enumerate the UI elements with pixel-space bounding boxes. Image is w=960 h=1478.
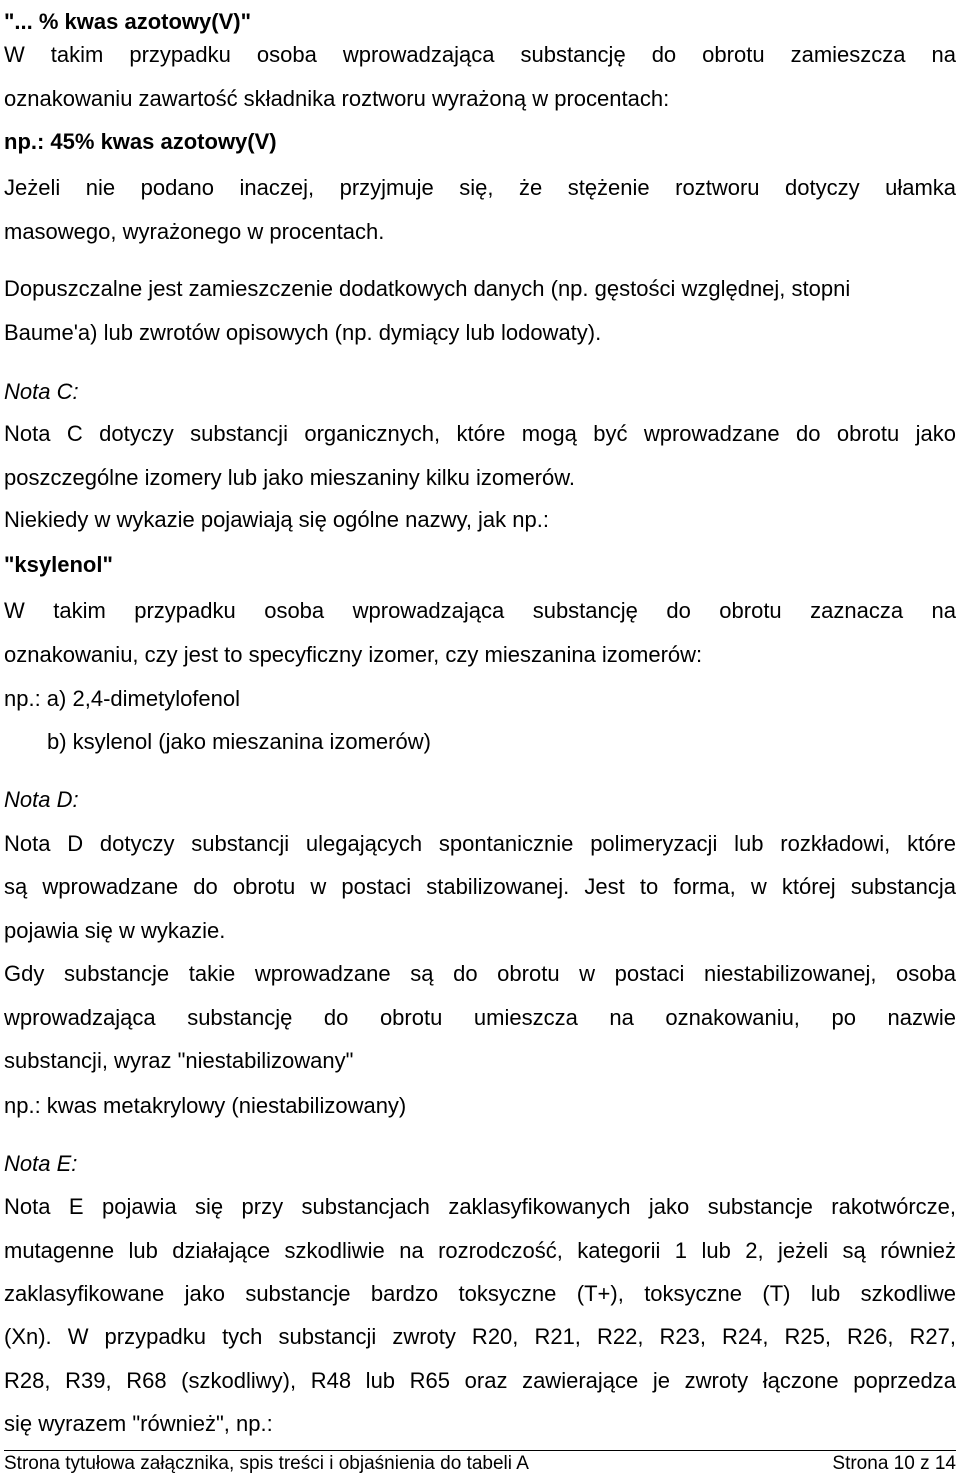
text-line: są wprowadzane do obrotu w postaci stabilizowanej. Jest to forma, w której substancja <box>4 874 956 899</box>
text-line: W takim przypadku osoba wprowadzająca substancję do obrotu zamieszcza na <box>4 42 956 67</box>
page-footer <box>4 1450 956 1478</box>
example-heading: "ksylenol" <box>4 552 113 577</box>
text-line: W takim przypadku osoba wprowadzająca substancję do obrotu zaznacza na <box>4 598 956 623</box>
text-line: masowego, wyrażonego w procentach. <box>4 219 385 244</box>
page-number: Strona 10 z 14 <box>832 1453 956 1474</box>
nota-c-heading: Nota C: <box>4 379 79 404</box>
text-line: oznakowaniu zawartość składnika roztworu wyrażoną w procentach: <box>4 86 670 111</box>
text-line: Niekiedy w wykazie pojawiają się ogólne nazwy, jak np.: <box>4 507 549 532</box>
text-line: (Xn). W przypadku tych substancji zwroty R20, R21, R22, R23, R24, R25, R26, R27, <box>4 1324 956 1349</box>
text-line: Nota C dotyczy substancji organicznych, które mogą być wprowadzane do obrotu jako <box>4 421 956 446</box>
text-line: substancji, wyraz "niestabilizowany" <box>4 1048 354 1073</box>
text-line: oznakowaniu, czy jest to specyficzny izomer, czy mieszanina izomerów: <box>4 642 703 667</box>
text-line: Nota E pojawia się przy substancjach zaklasyfikowanych jako substancje rakotwórcze, <box>4 1194 956 1219</box>
text-line: pojawia się w wykazie. <box>4 918 226 943</box>
footer-title: Strona tytułowa załącznika, spis treści i objaśnienia do tabeli A <box>4 1453 529 1474</box>
heading-percent-example: "... % kwas azotowy(V)" <box>4 9 252 34</box>
text-line: mutagenne lub działające szkodliwie na rozrodczość, kategorii 1 lub 2, jeżeli są również <box>4 1238 956 1263</box>
text-line: Dopuszczalne jest zamieszczenie dodatkowych danych (np. gęstości względnej, stopni <box>4 276 851 301</box>
text-line: poszczególne izomery lub jako mieszaniny kilku izomerów. <box>4 465 576 490</box>
example-line: np.: a) 2,4-dimetylofenol <box>4 686 241 711</box>
text-line: Gdy substancje takie wprowadzane są do obrotu w postaci niestabilizowanej, osoba <box>4 961 956 986</box>
example-line: b) ksylenol (jako mieszanina izomerów) <box>47 729 431 754</box>
example-line: np.: 45% kwas azotowy(V) <box>4 129 277 154</box>
example-line: np.: kwas metakrylowy (niestabilizowany) <box>4 1093 407 1118</box>
text-line: Nota D dotyczy substancji ulegających spontanicznie polimeryzacji lub rozkładowi, które <box>4 831 956 856</box>
text-line: Baume'a) lub zwrotów opisowych (np. dymiący lub lodowaty). <box>4 320 602 345</box>
text-line: R28, R39, R68 (szkodliwy), R48 lub R65 oraz zawierające je zwroty łączone poprzedza <box>4 1368 956 1393</box>
nota-d-heading: Nota D: <box>4 787 79 812</box>
text-line: się wyrazem "również", np.: <box>4 1411 273 1436</box>
text-line: zaklasyfikowane jako substancje bardzo toksyczne (T+), toksyczne (T) lub szkodliwe <box>4 1281 956 1306</box>
text-line: wprowadzająca substancję do obrotu umieszcza na oznakowaniu, po nazwie <box>4 1005 956 1030</box>
text-line: Jeżeli nie podano inaczej, przyjmuje się, że stężenie roztworu dotyczy ułamka <box>4 175 956 200</box>
nota-e-heading: Nota E: <box>4 1151 78 1176</box>
